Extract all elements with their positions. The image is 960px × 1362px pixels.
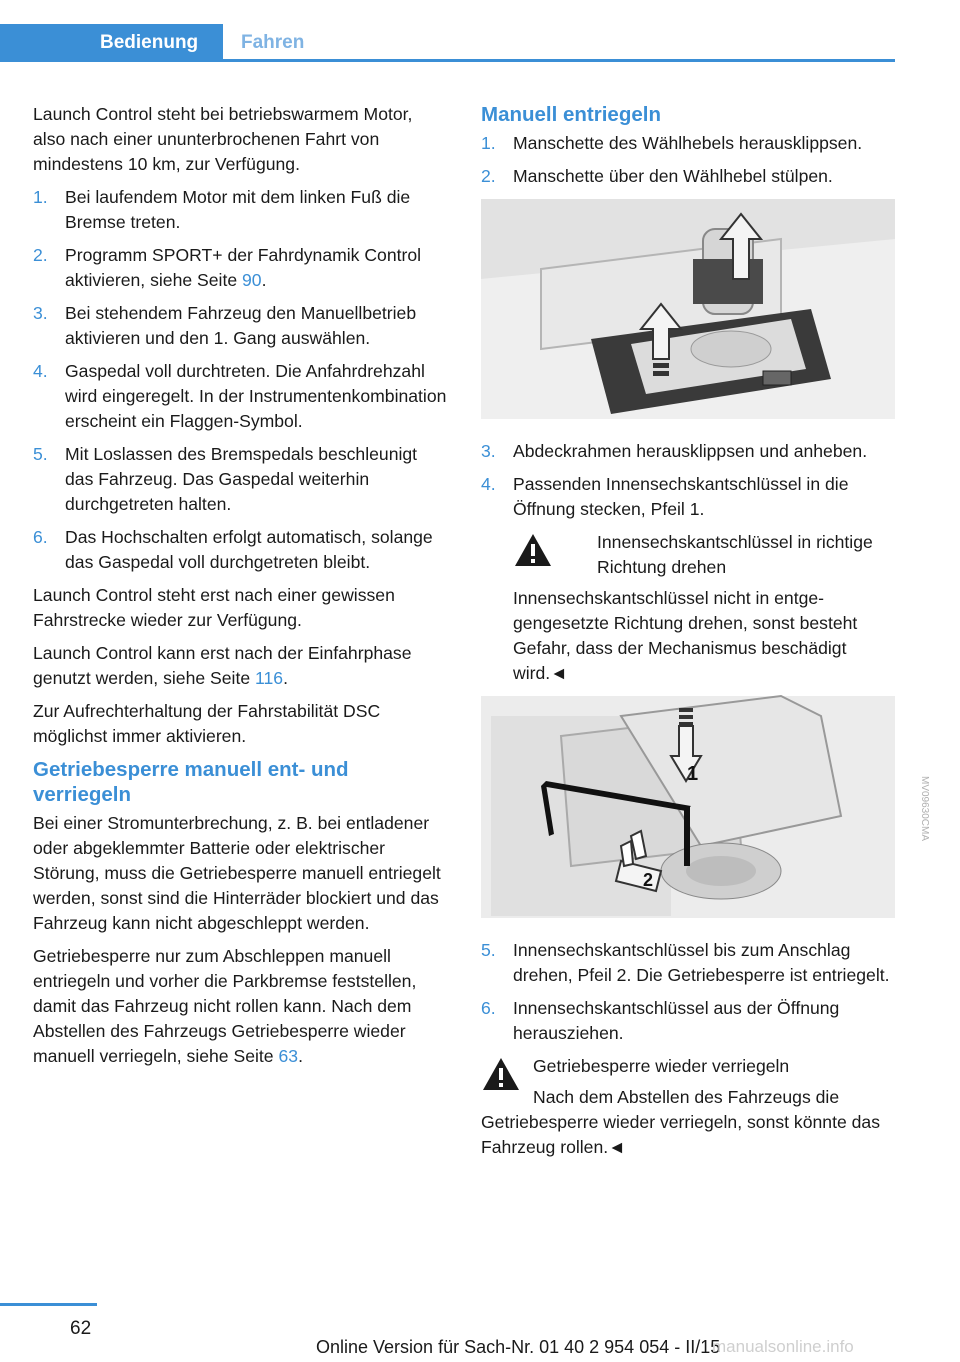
list-item <box>481 472 896 522</box>
step-text: Innensechskantschlüssel bis zum Anschlag drehen, Pfeil 2. Die Getriebesperre ist entriegelt. <box>513 940 890 985</box>
list-item <box>481 938 896 988</box>
section-heading-manual-unlock: Manuell entriegeln <box>481 103 661 126</box>
tab-fahren[interactable]: Fahren <box>241 32 305 53</box>
paragraph-power-interruption: Bei einer Stromunterbrechung, z. B. bei entladener oder abgeklemmter Batterie oder elektrischer Störung, muss die Getriebesperre manuell entriegelt werden, sonst sind die Hinterräder blockiert und das Fahrzeug kann nicht abgeschleppt werden. <box>33 813 441 933</box>
section-heading-getriebesperre: Getriebesperre manuell ent- und verriegeln <box>33 758 349 806</box>
paragraph-text: Getriebesperre nur zum Abschleppen manuell entriegeln und vorher die Parkbremse feststellen, damit das Fahrzeug nicht rollen kann. Nach dem Abstellen des Fahrzeugs Getriebesperre wieder manuell verriegeln, siehe Seite <box>33 946 417 1066</box>
page-link-90[interactable]: 90 <box>242 270 262 290</box>
list-item <box>481 164 896 189</box>
step-number: 1. <box>33 187 48 207</box>
step-number: 3. <box>33 303 48 323</box>
watermark: manualsonline.info <box>712 1337 854 1356</box>
step-number: 5. <box>481 940 496 960</box>
paragraph-text: Launch Control kann erst nach der Einfahrphase genutzt werden, siehe Seite <box>33 643 412 688</box>
gear-lever-illustration <box>481 199 895 419</box>
step-number: 3. <box>481 441 496 461</box>
page-link-63[interactable]: 63 <box>278 1046 299 1066</box>
hex-key-illustration <box>481 696 895 918</box>
paragraph-availability: Launch Control steht erst nach einer gewissen Fahrstrecke wieder zur Verfügung. <box>33 585 395 630</box>
list-item <box>33 301 448 351</box>
paragraph-towing: Getriebesperre nur zum Abschleppen manuell entriegeln und vorher die Parkbremse feststellen, damit das Fahrzeug nicht rollen kann. Nach dem Abstellen des Fahrzeugs Getriebesperre wieder manuell verriegeln, siehe Seite 63. <box>33 946 417 1066</box>
step-number: 6. <box>33 527 48 547</box>
step-text: Programm SPORT+ der Fahrdynamik Control aktivieren, siehe Seite <box>65 245 422 290</box>
step-text: Das Hochschalten erfolgt automatisch, solange das Gaspedal voll durchgetreten bleibt. <box>65 527 433 572</box>
warning-direction <box>513 530 896 580</box>
footer-divider <box>0 1303 97 1306</box>
step-text: Abdeckrahmen herausklippsen und anheben. <box>513 441 868 461</box>
step-number: 2. <box>33 245 48 265</box>
warning-relock <box>481 1054 896 1079</box>
step-number: 6. <box>481 998 496 1018</box>
header-divider <box>0 59 895 62</box>
unlock-steps-list-a <box>481 131 896 189</box>
step-number: 5. <box>33 444 48 464</box>
step-number: 1. <box>481 133 496 153</box>
left-column <box>33 102 448 1077</box>
list-item <box>33 525 448 575</box>
step-text: Bei laufendem Motor mit dem linken Fuß die Bremse treten. <box>65 187 411 232</box>
step-number: 2. <box>481 166 496 186</box>
launch-steps-list <box>33 185 448 575</box>
header-tabbar <box>0 24 895 60</box>
arrow-label-1: 1 <box>687 763 699 785</box>
warning-triangle-icon <box>513 532 553 568</box>
warning-title: Innensechskantschlüssel in richtige Richtung drehen <box>597 532 873 577</box>
step-text: Innensechskantschlüssel aus der Öffnung herausziehen. <box>513 998 840 1043</box>
paragraph-dsc: Zur Aufrechterhaltung der Fahrstabilität DSC möglichst immer aktivieren. <box>33 701 381 746</box>
list-item <box>33 442 448 517</box>
warning-body: Nach dem Abstellen des Fahrzeugs die Getriebesperre wieder verriegeln, sonst könnte das Fahrzeug rollen.◄ <box>481 1087 881 1157</box>
warning-title: Getriebesperre wieder verriegeln <box>533 1056 790 1076</box>
step-text: Gaspedal voll durchtreten. Die Anfahrdrehzahl wird eingeregelt. In der Instrumentenkombination erscheint ein Flaggen-Symbol. <box>65 361 447 431</box>
list-item <box>33 185 448 235</box>
figure-gear-lever-boot <box>481 199 895 419</box>
page-link-116[interactable]: 116 <box>255 668 284 688</box>
step-number: 4. <box>33 361 48 381</box>
intro-paragraph: Launch Control steht bei betriebswarmem Motor, also nach einer ununterbrochenen Fahrt von mindestens 10 km, zur Verfügung. <box>33 104 413 174</box>
warning-body: Innensechskantschlüssel nicht in entgegengesetzte Richtung drehen, sonst besteht Gefahr, dass der Mechanismus beschädigt wird.◄ <box>513 588 858 683</box>
step-number: 4. <box>481 474 496 494</box>
unlock-steps-list-c <box>481 938 896 1046</box>
step-text: Manschette des Wählhebels herausklippsen. <box>513 133 863 153</box>
page-number: 62 <box>70 1318 92 1339</box>
step-text-end: . <box>261 270 267 290</box>
figure-code: MV09630CMA <box>918 775 930 842</box>
list-item <box>33 243 448 293</box>
paragraph-running-in: Launch Control kann erst nach der Einfahrphase genutzt werden, siehe Seite 116. <box>33 643 412 688</box>
online-version-note: Online Version für Sach-Nr. 01 40 2 954 054 - II/15 <box>316 1337 721 1357</box>
list-item <box>481 996 896 1046</box>
arrow-label-2: 2 <box>643 870 654 890</box>
unlock-steps-list-b <box>481 439 896 522</box>
right-column <box>481 102 930 1168</box>
list-item <box>481 131 896 156</box>
tab-bedienung[interactable]: Bedienung <box>0 24 223 62</box>
warning-triangle-icon <box>481 1056 521 1092</box>
list-item <box>33 359 448 434</box>
step-text: Passenden Innensechskantschlüssel in die Öffnung stecken, Pfeil 1. <box>513 474 849 519</box>
step-text: Bei stehendem Fahrzeug den Manuellbetrieb aktivieren und den 1. Gang auswählen. <box>65 303 417 348</box>
step-text: Mit Loslassen des Bremspedals beschleunigt das Fahrzeug. Das Gaspedal weiterhin durchgetreten halten. <box>65 444 418 514</box>
list-item <box>481 439 896 464</box>
step-text: Manschette über den Wählhebel stülpen. <box>513 166 833 186</box>
figure-hex-key <box>481 696 930 918</box>
